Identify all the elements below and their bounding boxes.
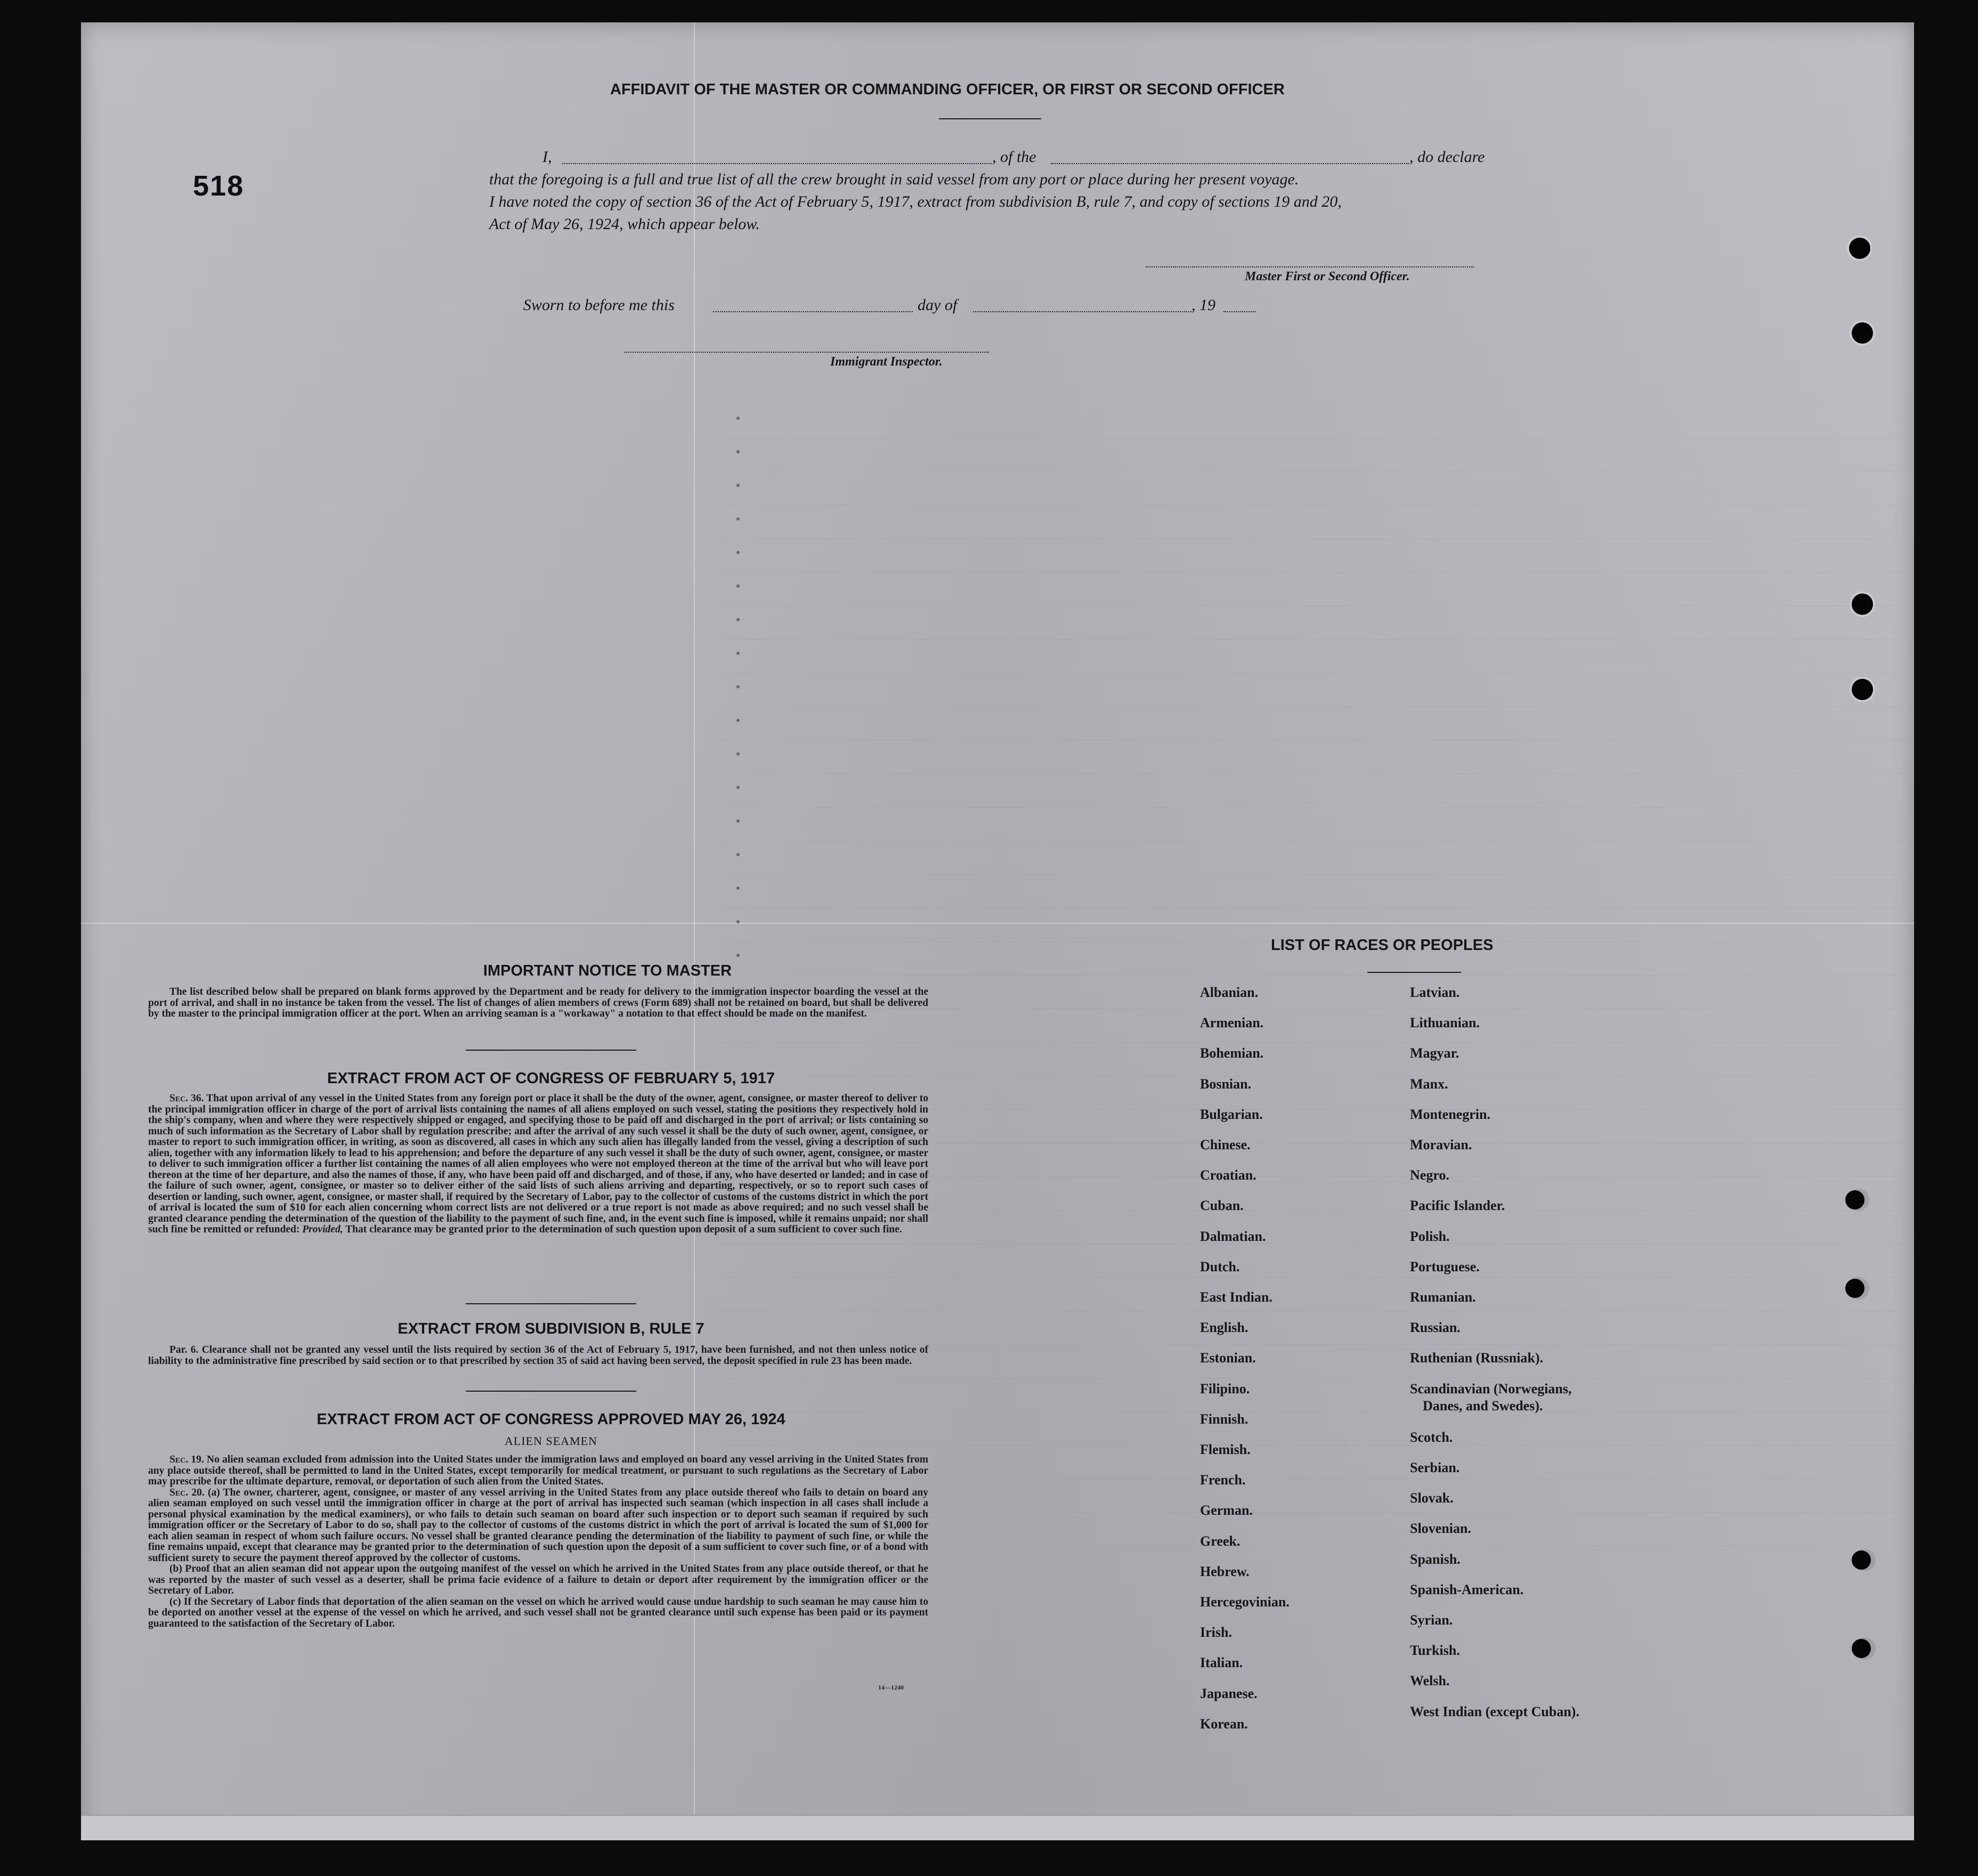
divider [466, 1303, 636, 1304]
race-item: Korean. [1200, 1716, 1248, 1732]
sec19-paragraph [148, 1455, 928, 1488]
race-item: Polish. [1410, 1228, 1450, 1244]
bleed-through-row [720, 675, 1903, 707]
race-item: Estonian. [1200, 1350, 1256, 1366]
race-item: Cuban. [1200, 1198, 1244, 1214]
race-item: Bohemian. [1200, 1045, 1264, 1061]
rule7-paragraph: Par. 6. Clearance shall not be granted any vessel until the lists required by section 36 of the Act of February 5, 1917, have been furnished, and not then unless notice of liability to the administrative fine prescribed by said section or to that prescribed by section 35 of said act having been served, the deposit specified in rule 23 has been made. [148, 1344, 928, 1367]
punch-hole [1852, 1639, 1871, 1658]
bleed-through-dot [736, 752, 740, 756]
race-item: Spanish-American. [1410, 1581, 1524, 1597]
affidavit-of-the-label: , of the [992, 148, 1036, 166]
divider [466, 1050, 636, 1051]
inspector-caption: Immigrant Inspector. [830, 355, 943, 369]
inspector-signature-field[interactable] [625, 352, 989, 353]
race-item: Turkish. [1410, 1643, 1460, 1659]
punch-hole [1845, 1279, 1864, 1298]
bleed-through-dot [736, 954, 740, 957]
race-item: Slovak. [1410, 1490, 1454, 1506]
sec36-label: Sec. 36. [169, 1093, 204, 1104]
extract-1917-title: EXTRACT FROM ACT OF CONGRESS OF FEBRUARY 5, 1917 [327, 1070, 775, 1087]
race-item: Welsh. [1410, 1673, 1450, 1689]
notice-paragraph: The list described below shall be prepared on blank forms approved by the Department and be ready for delivery to the immigration inspector boarding the vessel at the port of arrival, and shall in no instance be taken from the vessel. The list of changes of alien members of crews (Form 689) shall not be retained on board, but shall be delivered by the master to the principal immigration officer at the port. When an arriving seaman is a "workaway" a notation to that effect should be made on the manifest. [148, 986, 928, 1019]
vessel-name-field[interactable] [1051, 163, 1409, 164]
race-item: Dutch. [1200, 1258, 1240, 1274]
bleed-through-dot [736, 551, 740, 554]
punch-hole [1852, 322, 1873, 344]
races-title: LIST OF RACES OR PEOPLES [1271, 937, 1494, 954]
officer-signature-field[interactable] [1146, 266, 1474, 267]
form-number: 14—1240 [878, 1684, 904, 1691]
divider [1367, 972, 1461, 973]
sworn-year-field[interactable] [1223, 311, 1255, 312]
bleed-through-dot [736, 484, 740, 487]
bleed-through-row [720, 406, 1903, 438]
race-item: Bosnian. [1200, 1076, 1252, 1092]
race-item: Russian. [1410, 1320, 1461, 1336]
race-item: Croatian. [1200, 1167, 1256, 1183]
race-item: Bulgarian. [1200, 1106, 1263, 1122]
bleed-through-row [720, 1379, 1903, 1412]
race-item: Armenian. [1200, 1015, 1264, 1031]
sec36-paragraph [148, 1093, 928, 1236]
bleed-through-row [720, 876, 1903, 908]
race-item: Lithuanian. [1410, 1015, 1480, 1031]
race-item: Filipino. [1200, 1380, 1250, 1396]
affidavit-title: AFFIDAVIT OF THE MASTER OR COMMANDING OFFICER, OR FIRST OR SECOND OFFICER [610, 81, 1285, 98]
bleed-through-row [720, 574, 1903, 606]
signature-caption: Master First or Second Officer. [1245, 270, 1410, 283]
race-item: Irish. [1200, 1625, 1232, 1641]
day-of-label: day of [918, 296, 958, 314]
bleed-through-row [720, 540, 1903, 573]
affidavit-line3: I have noted the copy of section 36 of the Act of February 5, 1917, extract from subdivision B, rule 7, and copy of sections 19 and 20, [489, 193, 1342, 210]
extract-rule7-title: EXTRACT FROM SUBDIVISION B, RULE 7 [398, 1320, 704, 1337]
bleed-through-row [720, 775, 1903, 808]
extract-1924-title: EXTRACT FROM ACT OF CONGRESS APPROVED MAY 26, 1924 [317, 1411, 785, 1428]
bleed-through-row [720, 1245, 1903, 1278]
race-item: Negro. [1410, 1167, 1449, 1183]
race-item: Hebrew. [1200, 1563, 1250, 1579]
bleed-through-dot [736, 652, 740, 655]
extract-1924-text [148, 1455, 928, 1629]
sec20b-paragraph: (b) Proof that an alien seaman did not appear upon the outgoing manifest of the vessel on which he arrived in the United States from any place outside thereof, or that he was reported by the master of such vessel as a deserter, shall be prima facie evidence of a failure to detain or deport after requirement by the immigration officer or the Secretary of Labor. [148, 1563, 928, 1596]
race-item: Albanian. [1200, 985, 1259, 1000]
sheet-bottom-strip [81, 1815, 1914, 1840]
race-item: Latvian. [1410, 985, 1460, 1000]
race-item: Dalmatian. [1200, 1228, 1266, 1244]
race-item: Manx. [1410, 1076, 1448, 1092]
notice-text [148, 987, 928, 1020]
bleed-through-row [720, 440, 1903, 472]
divider [466, 1391, 636, 1392]
provided-word: Provided, [302, 1224, 343, 1235]
sec19-label: Sec. 19. [169, 1454, 204, 1465]
race-item: Magyar. [1410, 1045, 1460, 1061]
bleed-through-dot [736, 584, 740, 588]
bleed-through-row [720, 842, 1903, 875]
bleed-through-row [720, 1279, 1903, 1311]
bleed-through-row [720, 473, 1903, 506]
bleed-through-dot [736, 618, 740, 621]
declarant-name-field[interactable] [562, 163, 992, 164]
sec20c-paragraph: (c) If the Secretary of Labor finds that deportation of the alien seaman on the vessel on which he arrived would cause undue hardship to such seaman he may cause him to be deported on another vessel at the expense of the vessel on which he arrived, and such vessel shall not be granted clearance until such expense has been paid or its payment guaranteed to the satisfaction of the Secretary of Labor. [148, 1596, 928, 1629]
race-item: Syrian. [1410, 1612, 1453, 1628]
race-item: Slovenian. [1410, 1521, 1471, 1537]
sworn-day-field[interactable] [713, 311, 913, 312]
sec36-text-end: That clearance may be granted prior to the determination of such question upon deposit of a sum sufficient to cover such fine. [343, 1224, 902, 1235]
race-item: Italian. [1200, 1655, 1243, 1671]
sec20a-text: (a) The owner, charterer, agent, consignee, or master of any vessel arriving in the United States from any place outside thereof who fails to detain on board any alien seaman employed on such vessel until the immigration officer in charge at the port of arrival has inspected such seaman (which inspection in all cases shall include a personal physical examination by the medical examiners), or who fails to detain such seaman on board after such inspection or to deport such seaman if required by such immigration officer or the Secretary of Labor to do so, shall pay to the collector of customs of the customs district in which the port of arrival is located the sum of $1,000 for each alien seaman in respect of whom such failure occurs. No vessel shall be granted clearance pending the determination of the liability to payment of such fine, or while the fine remains unpaid, except that clearance may be granted prior to the determination of such question upon the deposit of a sum sufficient to cover such fine, or of a bond with sufficient surety to secure the payment thereof approved by the collector of customs. [148, 1487, 928, 1564]
sec19-text: No alien seaman excluded from admission into the United States under the immigration laws and employed on board any vessel arriving in the United States from any place outside thereof, shall be permitted to land in the United States, except temporarily for medical treatment, or pursuant to such regulations as the Secretary of Labor may prescribe for the ultimate departure, removal, or deportation of such alien from the United States. [148, 1454, 928, 1487]
sec20a-paragraph [148, 1488, 928, 1564]
punch-hole [1849, 238, 1870, 259]
bleed-through-dot [736, 450, 740, 453]
punch-hole [1852, 594, 1873, 615]
sec20-label: Sec. 20. [169, 1487, 205, 1498]
bleed-through-dots [736, 417, 747, 981]
race-item: Danes, and Swedes). [1423, 1398, 1543, 1414]
race-item: Hercegovinian. [1200, 1594, 1290, 1610]
affidavit-do-declare-label: , do declare [1409, 148, 1485, 166]
divider [939, 118, 1041, 119]
bleed-through-row [720, 708, 1903, 741]
bleed-through-row [720, 507, 1903, 539]
affidavit-line1-start: I, [542, 148, 552, 166]
race-item: German. [1200, 1503, 1253, 1518]
race-item: Scandinavian (Norwegians, [1410, 1380, 1572, 1396]
race-item: Spanish. [1410, 1551, 1461, 1567]
race-item: Japanese. [1200, 1685, 1258, 1701]
sec36-text: That upon arrival of any vessel in the United States from any foreign port or place it shall be the duty of the owner, agent, consignee, or master thereof to deliver to the principal immigration officer in charge of the port of arrival lists containing the names of all aliens employed on such vessel, stating the positions they respectively hold in the ship's company, when and where they were respectively shipped or engaged, and specifying those to be paid off and discharged in the port of arrival; or lists containing so much of such information as the Secretary of Labor shall by regulation prescribe; and after the arrival of any such vessel it shall be the duty of such owner, agent, consignee, or master to report to such immigration officer, in writing, as soon as discovered, all cases in which any such alien has illegally landed from the vessel, giving a description of such alien, together with any information likely to lead to his apprehension; and before the departure of any such vessel it shall be the duty of such owner, agent, consignee, or master to deliver to such immigration officer a further list containing the names of all alien employees who were not employed thereon at the time of the arrival but who will leave port thereon at the time of her departure, and also the names of those, if any, who have been paid off and discharged, and of those, if any, who have deserted or landed; and in case of the failure of such owner, agent, consignee, or master so to deliver either of the said lists of such aliens arriving and departing, respectively, or so to report such cases of desertion or landing, such owner, agent, consignee, or master shall, if required by the Secretary of Labor, pay to the collector of customs of the customs district in which the port of arrival is located the sum of $10 for each alien concerning whom correct lists are not delivered or a true report is not made as above required; and no such vessel shall be granted clearance pending the determination of the question of the liability to the payment of such fine, and, in the event such fine is imposed, while it remains unpaid; nor shall such fine be remitted or refunded: [148, 1093, 928, 1235]
sworn-label: Sworn to before me this [523, 296, 675, 314]
bleed-through-dot [736, 719, 740, 722]
punch-hole [1852, 679, 1873, 700]
affidavit-line2: that the foregoing is a full and true list of all the crew brought in said vessel from any port or place during her present voyage. [489, 170, 1299, 188]
sworn-month-field[interactable] [973, 311, 1191, 312]
bleed-through-row [720, 607, 1903, 640]
race-item: Moravian. [1410, 1137, 1472, 1152]
race-item: Finnish. [1200, 1411, 1249, 1427]
race-item: East Indian. [1200, 1289, 1272, 1305]
race-item: Pacific Islander. [1410, 1198, 1505, 1214]
bleed-through-row [720, 809, 1903, 841]
race-item: Rumanian. [1410, 1289, 1476, 1305]
year-prefix: , 19 [1191, 296, 1215, 314]
bleed-through-dot [736, 685, 740, 688]
bleed-through-dot [736, 887, 740, 890]
bleed-through-dot [736, 819, 740, 823]
bleed-through-dot [736, 853, 740, 856]
stamp-number: 518 [193, 170, 245, 202]
bleed-through-dot [736, 517, 740, 521]
bleed-through-row [720, 641, 1903, 673]
extract-1917-text [148, 1093, 928, 1236]
bleed-through-row [720, 742, 1903, 774]
race-item: Montenegrin. [1410, 1106, 1490, 1122]
punch-hole [1845, 1190, 1864, 1209]
race-item: Flemish. [1200, 1442, 1251, 1457]
punch-hole [1852, 1550, 1871, 1570]
race-item: Ruthenian (Russniak). [1410, 1350, 1543, 1366]
race-item: Scotch. [1410, 1429, 1453, 1445]
race-item: English. [1200, 1320, 1249, 1336]
affidavit-line4: Act of May 26, 1924, which appear below. [489, 215, 760, 233]
race-item: Chinese. [1200, 1137, 1251, 1152]
race-item: Portuguese. [1410, 1258, 1480, 1274]
bleed-through-dot [736, 417, 740, 420]
race-item: Greek. [1200, 1533, 1241, 1549]
race-item: West Indian (except Cuban). [1410, 1703, 1579, 1719]
alien-seamen-subtitle: ALIEN SEAMEN [505, 1434, 597, 1448]
race-item: Serbian. [1410, 1460, 1460, 1475]
race-item: French. [1200, 1472, 1246, 1488]
notice-title: IMPORTANT NOTICE TO MASTER [483, 962, 732, 979]
bleed-through-dot [736, 786, 740, 789]
bleed-through-dot [736, 920, 740, 923]
extract-rule7-text [148, 1345, 928, 1367]
